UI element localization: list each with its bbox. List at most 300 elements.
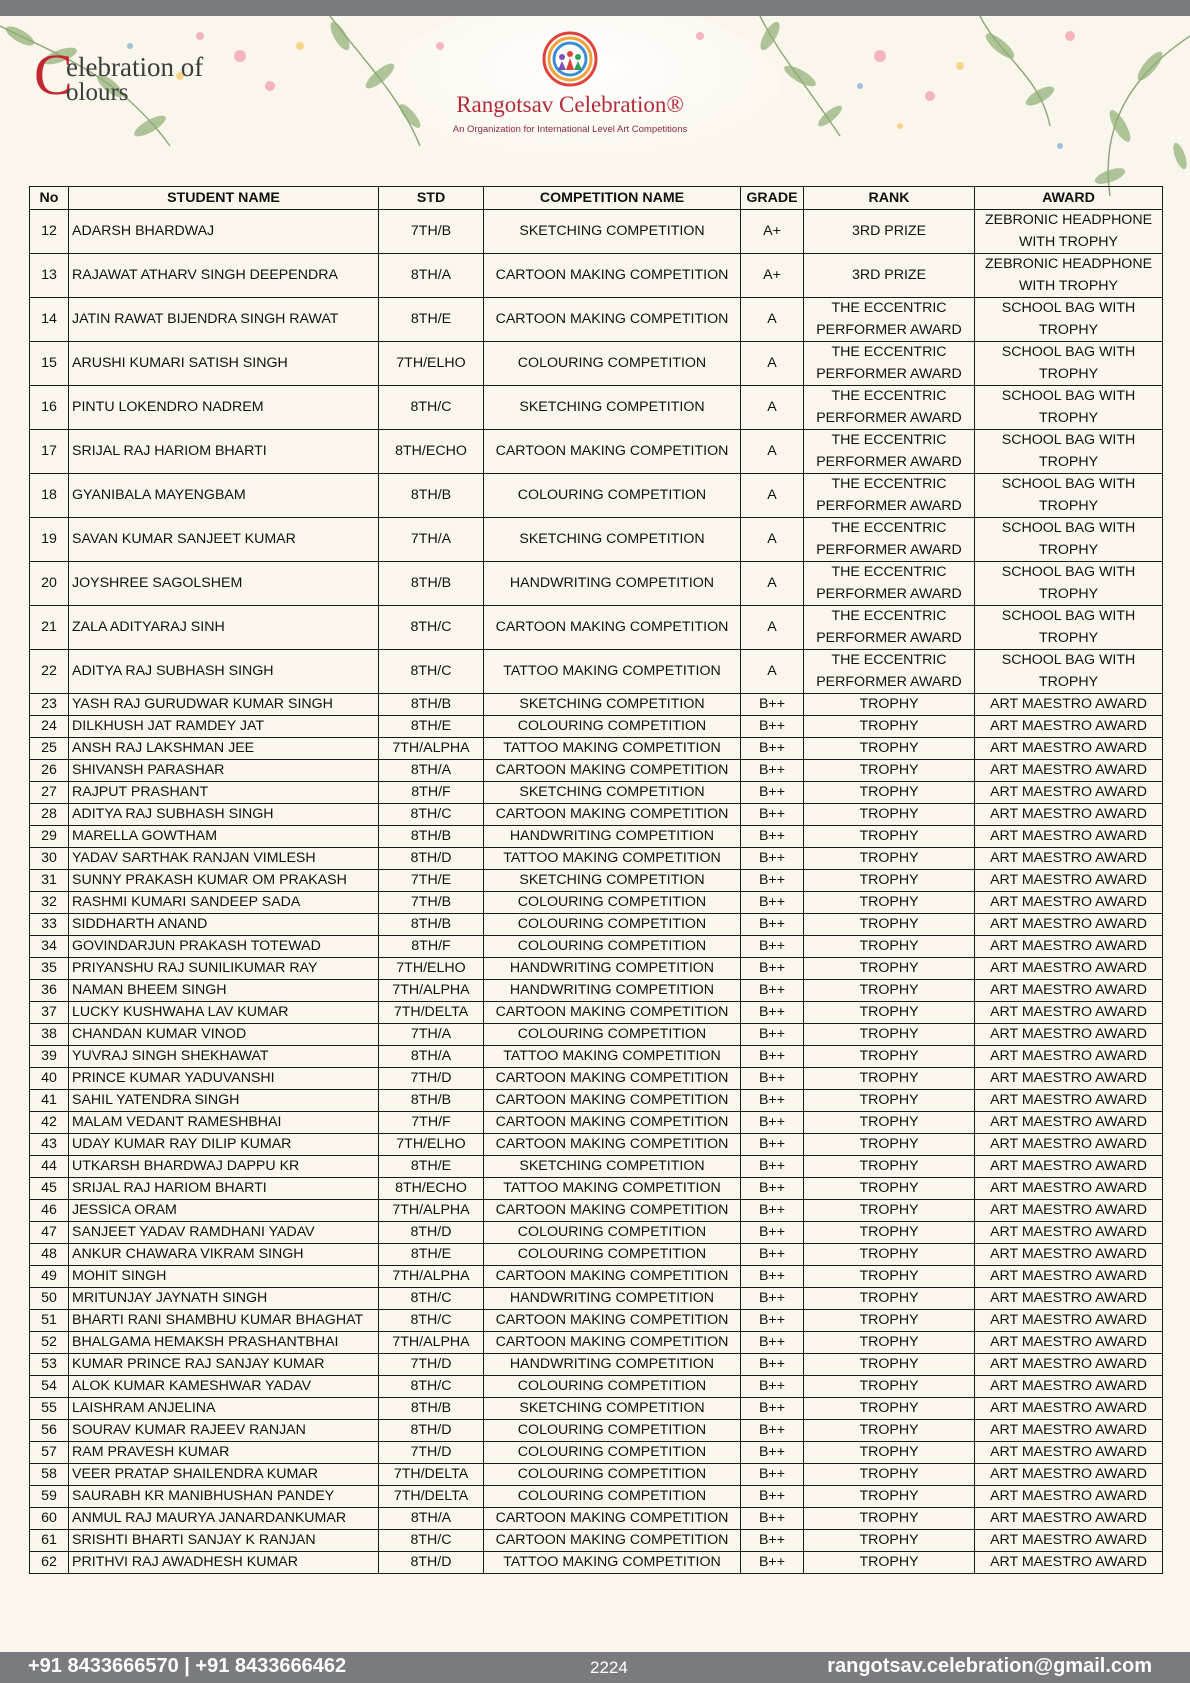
cell-student-name: RAM PRAVESH KUMAR (69, 1442, 379, 1464)
cell-competition-name: COLOURING COMPETITION (484, 1442, 741, 1464)
cell-rank: TROPHY (804, 1288, 975, 1310)
column-header-competition-name: COMPETITION NAME (484, 187, 741, 210)
cell-competition-name: CARTOON MAKING COMPETITION (484, 606, 741, 650)
cell-student-name: MALAM VEDANT RAMESHBHAI (69, 1112, 379, 1134)
cell-award: ART MAESTRO AWARD (975, 1112, 1163, 1134)
cell-rank: THE ECCENTRIC PERFORMER AWARD (804, 562, 975, 606)
table-row (30, 1332, 1163, 1354)
cell-rank: TROPHY (804, 1200, 975, 1222)
table-row (30, 804, 1163, 826)
logo-line-2: olours (66, 79, 129, 106)
cell-rank: TROPHY (804, 1310, 975, 1332)
cell-rank: TROPHY (804, 1398, 975, 1420)
cell-rank: THE ECCENTRIC PERFORMER AWARD (804, 474, 975, 518)
cell-rank: TROPHY (804, 782, 975, 804)
cell-competition-name: COLOURING COMPETITION (484, 1244, 741, 1266)
cell-competition-name: CARTOON MAKING COMPETITION (484, 1134, 741, 1156)
cell-std: 8TH/C (379, 1376, 484, 1398)
cell-std: 8TH/B (379, 1398, 484, 1420)
cell-student-name: BHARTI RANI SHAMBHU KUMAR BHAGHAT (69, 1310, 379, 1332)
cell-award: ART MAESTRO AWARD (975, 1090, 1163, 1112)
cell-competition-name: TATTOO MAKING COMPETITION (484, 1552, 741, 1574)
cell-rank: THE ECCENTRIC PERFORMER AWARD (804, 342, 975, 386)
cell-competition-name: COLOURING COMPETITION (484, 1222, 741, 1244)
cell-rank: TROPHY (804, 1178, 975, 1200)
cell-student-name: PRINCE KUMAR YADUVANSHI (69, 1068, 379, 1090)
cell-grade: A (741, 342, 804, 386)
cell-award: ART MAESTRO AWARD (975, 1464, 1163, 1486)
table-row (30, 958, 1163, 980)
cell-award: ART MAESTRO AWARD (975, 1222, 1163, 1244)
cell-award: ART MAESTRO AWARD (975, 1354, 1163, 1376)
table-row (30, 1376, 1163, 1398)
cell-student-name: ARUSHI KUMARI SATISH SINGH (69, 342, 379, 386)
cell-competition-name: COLOURING COMPETITION (484, 342, 741, 386)
cell-no: 50 (30, 1288, 69, 1310)
cell-student-name: SOURAV KUMAR RAJEEV RANJAN (69, 1420, 379, 1442)
cell-award: SCHOOL BAG WITH TROPHY (975, 342, 1163, 386)
table-row (30, 1002, 1163, 1024)
cell-no: 26 (30, 760, 69, 782)
cell-std: 7TH/A (379, 1024, 484, 1046)
cell-competition-name: SKETCHING COMPETITION (484, 518, 741, 562)
table-row (30, 1398, 1163, 1420)
cell-award: SCHOOL BAG WITH TROPHY (975, 474, 1163, 518)
celebration-of-colours-logo (34, 42, 234, 112)
cell-student-name: RAJPUT PRASHANT (69, 782, 379, 804)
cell-no: 31 (30, 870, 69, 892)
cell-std: 8TH/F (379, 936, 484, 958)
cell-no: 46 (30, 1200, 69, 1222)
column-header-student-name: STUDENT NAME (69, 187, 379, 210)
table-row (30, 1068, 1163, 1090)
table-row (30, 650, 1163, 694)
cell-award: ART MAESTRO AWARD (975, 1024, 1163, 1046)
cell-award: ART MAESTRO AWARD (975, 1398, 1163, 1420)
cell-student-name: SAVAN KUMAR SANJEET KUMAR (69, 518, 379, 562)
cell-competition-name: CARTOON MAKING COMPETITION (484, 1002, 741, 1024)
cell-award: ART MAESTRO AWARD (975, 716, 1163, 738)
cell-competition-name: HANDWRITING COMPETITION (484, 958, 741, 980)
cell-grade: B++ (741, 1222, 804, 1244)
cell-no: 34 (30, 936, 69, 958)
cell-std: 8TH/B (379, 474, 484, 518)
cell-no: 19 (30, 518, 69, 562)
cell-award: ART MAESTRO AWARD (975, 1530, 1163, 1552)
cell-no: 45 (30, 1178, 69, 1200)
cell-student-name: SIDDHARTH ANAND (69, 914, 379, 936)
cell-grade: B++ (741, 1244, 804, 1266)
cell-award: SCHOOL BAG WITH TROPHY (975, 386, 1163, 430)
cell-student-name: GOVINDARJUN PRAKASH TOTEWAD (69, 936, 379, 958)
cell-grade: A (741, 562, 804, 606)
table-row (30, 848, 1163, 870)
cell-award: ART MAESTRO AWARD (975, 1442, 1163, 1464)
cell-std: 8TH/E (379, 298, 484, 342)
table-row (30, 1288, 1163, 1310)
cell-rank: TROPHY (804, 870, 975, 892)
cell-no: 14 (30, 298, 69, 342)
cell-award: ART MAESTRO AWARD (975, 694, 1163, 716)
cell-std: 7TH/E (379, 870, 484, 892)
cell-std: 8TH/B (379, 1090, 484, 1112)
cell-grade: B++ (741, 1552, 804, 1574)
cell-no: 40 (30, 1068, 69, 1090)
cell-award: ZEBRONIC HEADPHONE WITH TROPHY (975, 210, 1163, 254)
cell-rank: TROPHY (804, 826, 975, 848)
cell-grade: A (741, 606, 804, 650)
cell-rank: TROPHY (804, 980, 975, 1002)
table-row (30, 1266, 1163, 1288)
cell-rank: TROPHY (804, 958, 975, 980)
cell-award: SCHOOL BAG WITH TROPHY (975, 298, 1163, 342)
cell-std: 7TH/D (379, 1442, 484, 1464)
cell-rank: THE ECCENTRIC PERFORMER AWARD (804, 650, 975, 694)
cell-competition-name: HANDWRITING COMPETITION (484, 980, 741, 1002)
cell-competition-name: CARTOON MAKING COMPETITION (484, 430, 741, 474)
cell-no: 33 (30, 914, 69, 936)
cell-student-name: UTKARSH BHARDWAJ DAPPU KR (69, 1156, 379, 1178)
cell-competition-name: CARTOON MAKING COMPETITION (484, 1508, 741, 1530)
cell-grade: B++ (741, 1508, 804, 1530)
cell-no: 28 (30, 804, 69, 826)
cell-no: 56 (30, 1420, 69, 1442)
cell-student-name: JOYSHREE SAGOLSHEM (69, 562, 379, 606)
cell-student-name: BHALGAMA HEMAKSH PRASHANTBHAI (69, 1332, 379, 1354)
table-row (30, 1024, 1163, 1046)
table-row (30, 474, 1163, 518)
cell-rank: TROPHY (804, 760, 975, 782)
cell-rank: THE ECCENTRIC PERFORMER AWARD (804, 298, 975, 342)
cell-no: 51 (30, 1310, 69, 1332)
cell-competition-name: CARTOON MAKING COMPETITION (484, 760, 741, 782)
cell-grade: A (741, 430, 804, 474)
table-row (30, 1046, 1163, 1068)
cell-award: ART MAESTRO AWARD (975, 1310, 1163, 1332)
cell-award: ART MAESTRO AWARD (975, 1376, 1163, 1398)
cell-student-name: JATIN RAWAT BIJENDRA SINGH RAWAT (69, 298, 379, 342)
cell-grade: B++ (741, 1332, 804, 1354)
cell-grade: B++ (741, 1156, 804, 1178)
cell-competition-name: SKETCHING COMPETITION (484, 1398, 741, 1420)
cell-no: 54 (30, 1376, 69, 1398)
cell-grade: B++ (741, 1486, 804, 1508)
cell-no: 43 (30, 1134, 69, 1156)
cell-award: ART MAESTRO AWARD (975, 1332, 1163, 1354)
cell-no: 35 (30, 958, 69, 980)
cell-no: 12 (30, 210, 69, 254)
table-row (30, 914, 1163, 936)
table-row (30, 386, 1163, 430)
cell-no: 49 (30, 1266, 69, 1288)
cell-student-name: YASH RAJ GURUDWAR KUMAR SINGH (69, 694, 379, 716)
cell-competition-name: COLOURING COMPETITION (484, 1420, 741, 1442)
cell-student-name: YADAV SARTHAK RANJAN VIMLESH (69, 848, 379, 870)
table-row (30, 430, 1163, 474)
cell-award: ART MAESTRO AWARD (975, 1200, 1163, 1222)
cell-student-name: SAHIL YATENDRA SINGH (69, 1090, 379, 1112)
cell-student-name: MOHIT SINGH (69, 1266, 379, 1288)
table-row (30, 826, 1163, 848)
cell-std: 8TH/A (379, 254, 484, 298)
cell-competition-name: SKETCHING COMPETITION (484, 210, 741, 254)
cell-competition-name: CARTOON MAKING COMPETITION (484, 1310, 741, 1332)
cell-no: 30 (30, 848, 69, 870)
cell-student-name: ZALA ADITYARAJ SINH (69, 606, 379, 650)
cell-grade: B++ (741, 914, 804, 936)
cell-competition-name: CARTOON MAKING COMPETITION (484, 1266, 741, 1288)
table-row (30, 1486, 1163, 1508)
table-row (30, 1530, 1163, 1552)
cell-award: ART MAESTRO AWARD (975, 848, 1163, 870)
cell-std: 8TH/B (379, 914, 484, 936)
cell-grade: B++ (741, 870, 804, 892)
table-row (30, 782, 1163, 804)
table-row (30, 210, 1163, 254)
cell-grade: B++ (741, 804, 804, 826)
cell-grade: A+ (741, 210, 804, 254)
cell-grade: B++ (741, 980, 804, 1002)
cell-no: 16 (30, 386, 69, 430)
cell-grade: B++ (741, 1530, 804, 1552)
cell-competition-name: TATTOO MAKING COMPETITION (484, 738, 741, 760)
cell-std: 7TH/ELHO (379, 342, 484, 386)
cell-competition-name: COLOURING COMPETITION (484, 892, 741, 914)
cell-grade: B++ (741, 1376, 804, 1398)
cell-award: ART MAESTRO AWARD (975, 1156, 1163, 1178)
page-number: 2224 (590, 1658, 628, 1677)
cell-no: 53 (30, 1354, 69, 1376)
cell-std: 8TH/A (379, 1508, 484, 1530)
cell-competition-name: COLOURING COMPETITION (484, 914, 741, 936)
cell-award: ART MAESTRO AWARD (975, 1046, 1163, 1068)
cell-no: 61 (30, 1530, 69, 1552)
cell-student-name: ALOK KUMAR KAMESHWAR YADAV (69, 1376, 379, 1398)
cell-grade: B++ (741, 1134, 804, 1156)
cell-grade: B++ (741, 1464, 804, 1486)
cell-student-name: UDAY KUMAR RAY DILIP KUMAR (69, 1134, 379, 1156)
table-row (30, 1156, 1163, 1178)
cell-rank: TROPHY (804, 1024, 975, 1046)
table-row (30, 870, 1163, 892)
table-row (30, 936, 1163, 958)
table-row (30, 694, 1163, 716)
column-header-std: STD (379, 187, 484, 210)
cell-std: 8TH/F (379, 782, 484, 804)
cell-grade: B++ (741, 1398, 804, 1420)
cell-rank: TROPHY (804, 848, 975, 870)
cell-student-name: MARELLA GOWTHAM (69, 826, 379, 848)
cell-award: SCHOOL BAG WITH TROPHY (975, 650, 1163, 694)
cell-rank: TROPHY (804, 1332, 975, 1354)
cell-grade: B++ (741, 782, 804, 804)
cell-std: 8TH/A (379, 760, 484, 782)
cell-competition-name: CARTOON MAKING COMPETITION (484, 1090, 741, 1112)
cell-grade: B++ (741, 848, 804, 870)
cell-rank: TROPHY (804, 1244, 975, 1266)
cell-std: 7TH/DELTA (379, 1002, 484, 1024)
cell-student-name: SANJEET YADAV RAMDHANI YADAV (69, 1222, 379, 1244)
table-row (30, 254, 1163, 298)
cell-grade: A+ (741, 254, 804, 298)
cell-student-name: CHANDAN KUMAR VINOD (69, 1024, 379, 1046)
cell-award: SCHOOL BAG WITH TROPHY (975, 430, 1163, 474)
cell-grade: B++ (741, 738, 804, 760)
cell-std: 8TH/A (379, 1046, 484, 1068)
cell-student-name: ANSH RAJ LAKSHMAN JEE (69, 738, 379, 760)
cell-std: 7TH/B (379, 892, 484, 914)
cell-competition-name: CARTOON MAKING COMPETITION (484, 1068, 741, 1090)
cell-grade: B++ (741, 1068, 804, 1090)
cell-student-name: DILKHUSH JAT RAMDEY JAT (69, 716, 379, 738)
cell-no: 29 (30, 826, 69, 848)
cell-competition-name: CARTOON MAKING COMPETITION (484, 804, 741, 826)
cell-std: 8TH/B (379, 694, 484, 716)
cell-competition-name: COLOURING COMPETITION (484, 716, 741, 738)
cell-competition-name: TATTOO MAKING COMPETITION (484, 848, 741, 870)
cell-no: 39 (30, 1046, 69, 1068)
cell-grade: B++ (741, 1178, 804, 1200)
cell-competition-name: COLOURING COMPETITION (484, 1376, 741, 1398)
cell-award: ART MAESTRO AWARD (975, 1552, 1163, 1574)
cell-grade: B++ (741, 1200, 804, 1222)
cell-std: 7TH/ALPHA (379, 1266, 484, 1288)
cell-rank: TROPHY (804, 892, 975, 914)
footer-band (0, 1652, 1190, 1683)
table-row (30, 298, 1163, 342)
cell-competition-name: CARTOON MAKING COMPETITION (484, 1332, 741, 1354)
cell-competition-name: CARTOON MAKING COMPETITION (484, 1200, 741, 1222)
cell-rank: THE ECCENTRIC PERFORMER AWARD (804, 518, 975, 562)
cell-grade: B++ (741, 1266, 804, 1288)
table-row (30, 342, 1163, 386)
table-row (30, 892, 1163, 914)
cell-student-name: LUCKY KUSHWAHA LAV KUMAR (69, 1002, 379, 1024)
cell-award: ART MAESTRO AWARD (975, 738, 1163, 760)
cell-std: 8TH/C (379, 606, 484, 650)
cell-award: ART MAESTRO AWARD (975, 914, 1163, 936)
cell-student-name: PRIYANSHU RAJ SUNILIKUMAR RAY (69, 958, 379, 980)
cell-std: 7TH/DELTA (379, 1464, 484, 1486)
cell-student-name: MRITUNJAY JAYNATH SINGH (69, 1288, 379, 1310)
cell-grade: A (741, 474, 804, 518)
cell-std: 7TH/ALPHA (379, 980, 484, 1002)
table-row (30, 1178, 1163, 1200)
cell-award: ART MAESTRO AWARD (975, 958, 1163, 980)
cell-rank: TROPHY (804, 738, 975, 760)
cell-student-name: SHIVANSH PARASHAR (69, 760, 379, 782)
cell-competition-name: CARTOON MAKING COMPETITION (484, 1112, 741, 1134)
cell-grade: B++ (741, 1310, 804, 1332)
cell-rank: 3RD PRIZE (804, 254, 975, 298)
cell-rank: TROPHY (804, 1420, 975, 1442)
cell-rank: TROPHY (804, 914, 975, 936)
cell-award: ART MAESTRO AWARD (975, 1068, 1163, 1090)
table-header-row (30, 187, 1163, 210)
table-row (30, 1244, 1163, 1266)
cell-competition-name: CARTOON MAKING COMPETITION (484, 254, 741, 298)
cell-student-name: PINTU LOKENDRO NADREM (69, 386, 379, 430)
table-row (30, 1222, 1163, 1244)
cell-competition-name: TATTOO MAKING COMPETITION (484, 1178, 741, 1200)
cell-award: ART MAESTRO AWARD (975, 870, 1163, 892)
cell-award: ART MAESTRO AWARD (975, 1002, 1163, 1024)
cell-grade: B++ (741, 1046, 804, 1068)
cell-std: 7TH/D (379, 1354, 484, 1376)
cell-award: ART MAESTRO AWARD (975, 782, 1163, 804)
cell-award: ART MAESTRO AWARD (975, 1244, 1163, 1266)
table-row (30, 1112, 1163, 1134)
logo-initial: C (34, 42, 73, 107)
cell-grade: B++ (741, 1090, 804, 1112)
cell-std: 8TH/C (379, 804, 484, 826)
table-row (30, 1134, 1163, 1156)
cell-award: ART MAESTRO AWARD (975, 826, 1163, 848)
cell-no: 13 (30, 254, 69, 298)
cell-no: 42 (30, 1112, 69, 1134)
column-header-no: No (30, 187, 69, 210)
cell-award: ART MAESTRO AWARD (975, 1134, 1163, 1156)
cell-no: 55 (30, 1398, 69, 1420)
cell-rank: TROPHY (804, 1552, 975, 1574)
cell-student-name: VEER PRATAP SHAILENDRA KUMAR (69, 1464, 379, 1486)
cell-std: 7TH/A (379, 518, 484, 562)
cell-std: 8TH/B (379, 826, 484, 848)
cell-competition-name: HANDWRITING COMPETITION (484, 826, 741, 848)
cell-std: 8TH/C (379, 386, 484, 430)
cell-no: 25 (30, 738, 69, 760)
cell-competition-name: TATTOO MAKING COMPETITION (484, 650, 741, 694)
cell-std: 8TH/E (379, 1244, 484, 1266)
cell-no: 36 (30, 980, 69, 1002)
top-band (0, 0, 1190, 16)
cell-student-name: ANMUL RAJ MAURYA JANARDANKUMAR (69, 1508, 379, 1530)
cell-grade: B++ (741, 1442, 804, 1464)
cell-no: 59 (30, 1486, 69, 1508)
column-header-award: AWARD (975, 187, 1163, 210)
cell-student-name: JESSICA ORAM (69, 1200, 379, 1222)
cell-std: 7TH/ALPHA (379, 738, 484, 760)
cell-grade: A (741, 386, 804, 430)
cell-grade: A (741, 298, 804, 342)
cell-no: 57 (30, 1442, 69, 1464)
cell-rank: THE ECCENTRIC PERFORMER AWARD (804, 386, 975, 430)
cell-std: 8TH/D (379, 848, 484, 870)
cell-award: SCHOOL BAG WITH TROPHY (975, 562, 1163, 606)
cell-rank: TROPHY (804, 1112, 975, 1134)
cell-award: ART MAESTRO AWARD (975, 1508, 1163, 1530)
cell-no: 41 (30, 1090, 69, 1112)
cell-no: 27 (30, 782, 69, 804)
cell-rank: THE ECCENTRIC PERFORMER AWARD (804, 606, 975, 650)
cell-no: 18 (30, 474, 69, 518)
cell-no: 44 (30, 1156, 69, 1178)
cell-grade: B++ (741, 694, 804, 716)
cell-rank: TROPHY (804, 1486, 975, 1508)
org-name: Rangotsav Celebration® (456, 92, 684, 117)
cell-rank: TROPHY (804, 1090, 975, 1112)
cell-competition-name: COLOURING COMPETITION (484, 936, 741, 958)
cell-grade: B++ (741, 760, 804, 782)
cell-student-name: SRISHTI BHARTI SANJAY K RANJAN (69, 1530, 379, 1552)
cell-std: 7TH/ELHO (379, 958, 484, 980)
cell-std: 8TH/E (379, 716, 484, 738)
table-row (30, 1090, 1163, 1112)
cell-student-name: SUNNY PRAKASH KUMAR OM PRAKASH (69, 870, 379, 892)
cell-std: 8TH/C (379, 1530, 484, 1552)
table-row (30, 1508, 1163, 1530)
cell-award: ART MAESTRO AWARD (975, 1178, 1163, 1200)
